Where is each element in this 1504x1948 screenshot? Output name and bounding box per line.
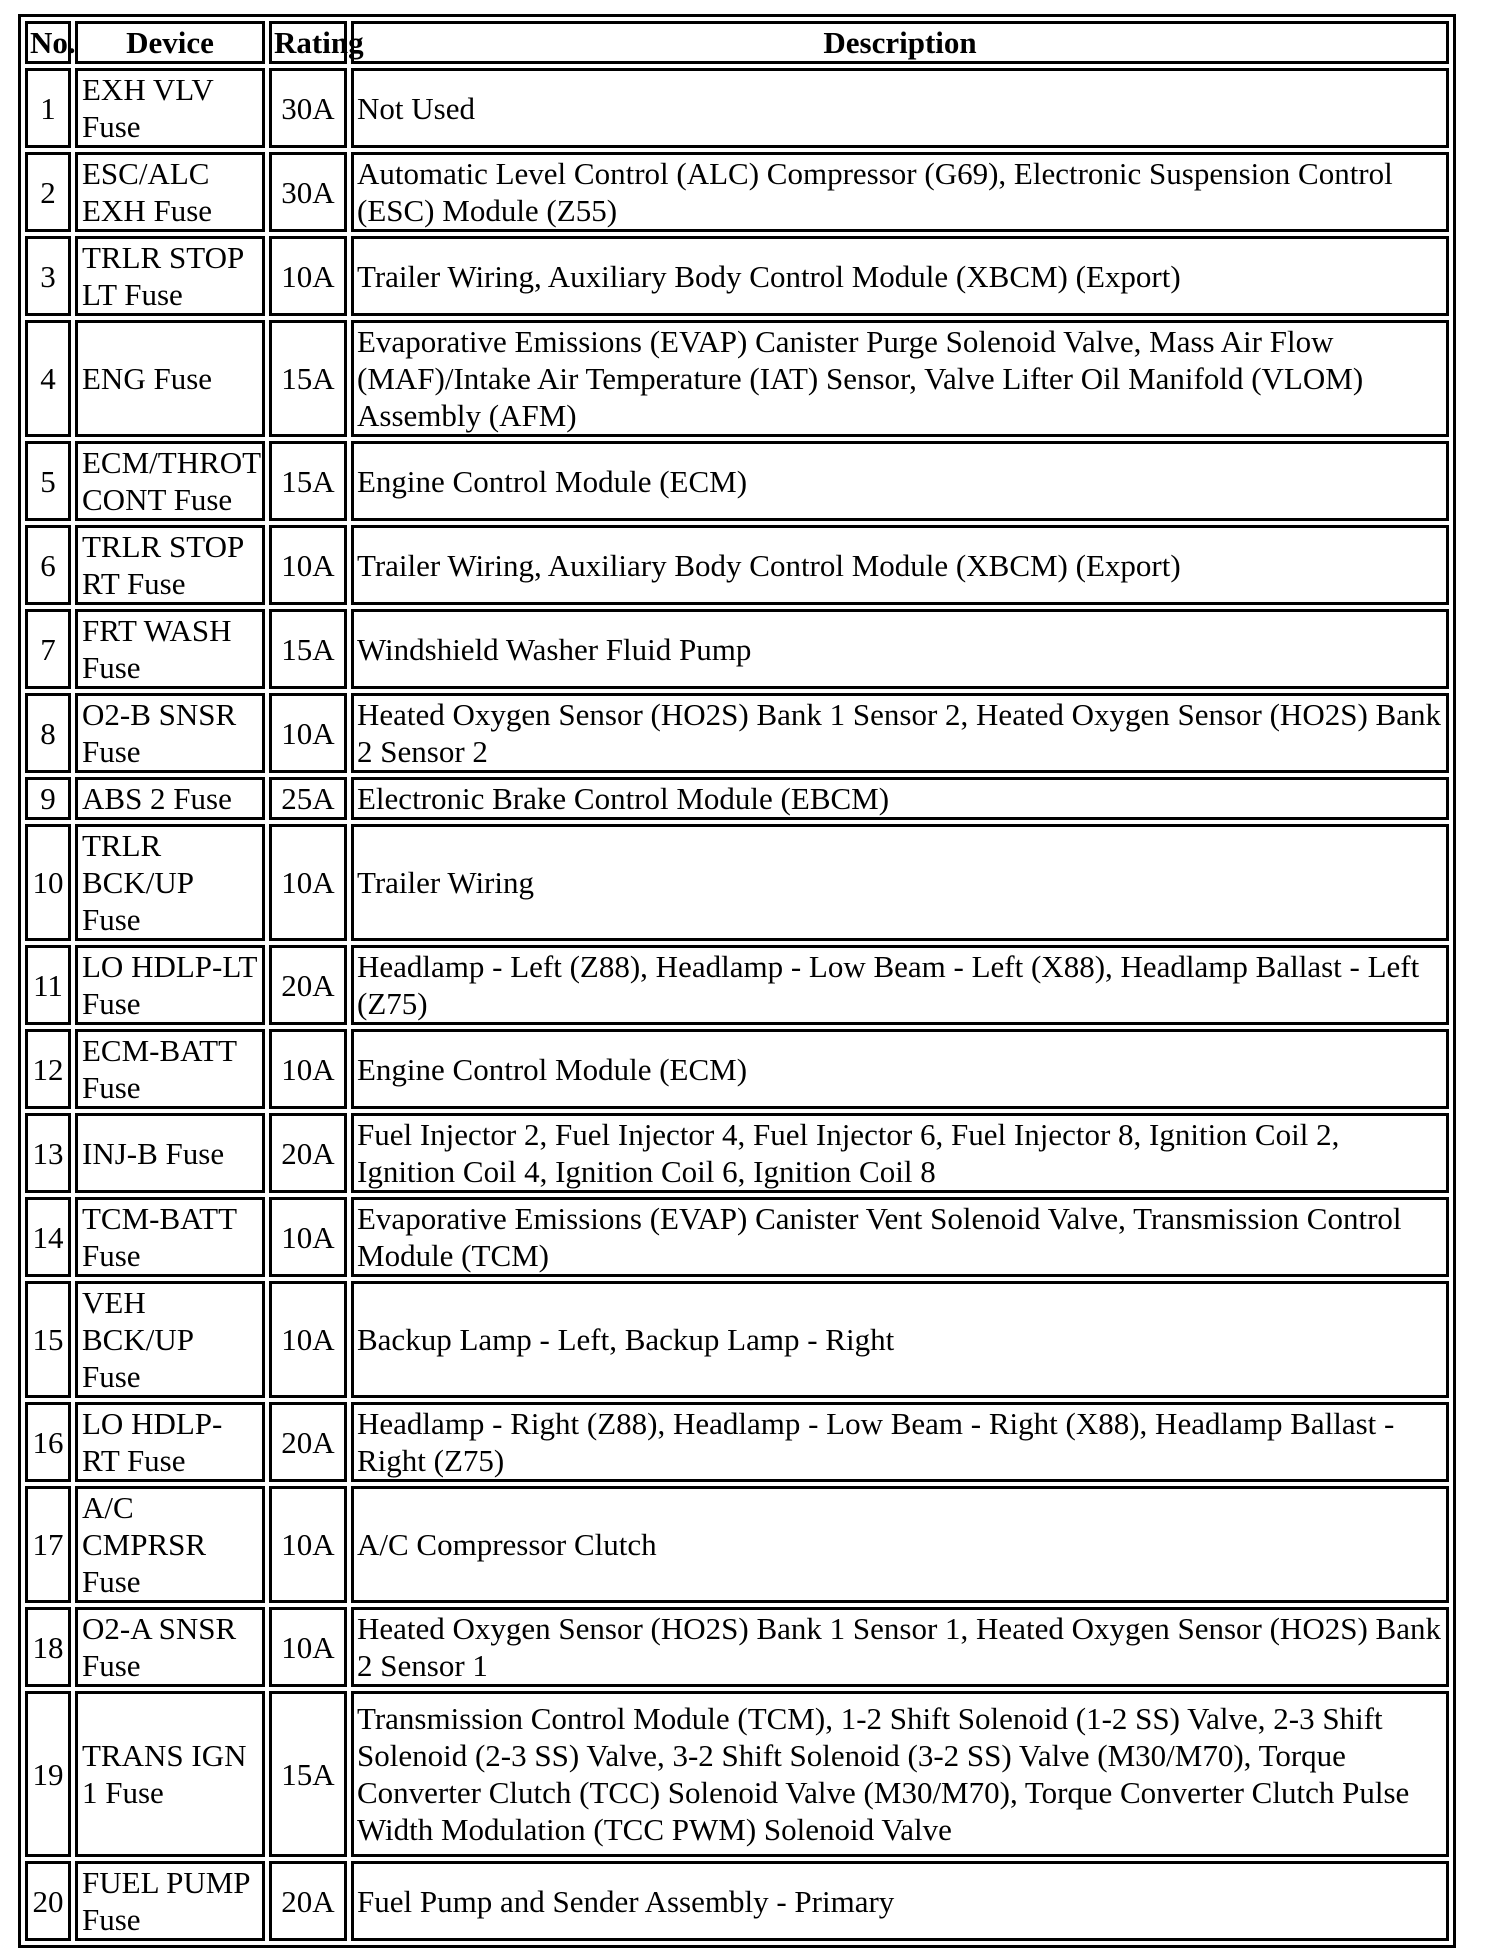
table-row: [25, 693, 1449, 773]
fuse-rating: 10A: [269, 1607, 347, 1687]
fuse-number: 16: [25, 1402, 71, 1482]
device-name: ABS 2 Fuse: [75, 777, 265, 820]
table-row: [25, 777, 1449, 820]
table-row: [25, 320, 1449, 437]
fuse-description: Trailer Wiring, Auxiliary Body Control Module (XBCM) (Export): [351, 525, 1449, 605]
header-rating: Rating: [269, 21, 347, 64]
device-name: O2-B SNSR Fuse: [75, 693, 265, 773]
table-row: [25, 945, 1449, 1025]
device-name: ECM-BATT Fuse: [75, 1029, 265, 1109]
fuse-description: Headlamp - Right (Z88), Headlamp - Low Beam - Right (X88), Headlamp Ballast - Right (Z75): [351, 1402, 1449, 1482]
table-body: [25, 68, 1449, 1941]
device-name: FUEL PUMP Fuse: [75, 1861, 265, 1941]
table-row: [25, 1402, 1449, 1482]
table-row: [25, 1029, 1449, 1109]
table-row: [25, 1691, 1449, 1857]
fuse-rating: 20A: [269, 1113, 347, 1193]
fuse-number: 11: [25, 945, 71, 1025]
fuse-number: 19: [25, 1691, 71, 1857]
fuse-number: 1: [25, 68, 71, 148]
fuse-description: Not Used: [351, 68, 1449, 148]
fuse-description: Heated Oxygen Sensor (HO2S) Bank 1 Sensor 2, Heated Oxygen Sensor (HO2S) Bank 2 Sensor 2: [351, 693, 1449, 773]
device-name: EXH VLV Fuse: [75, 68, 265, 148]
fuse-rating: 10A: [269, 525, 347, 605]
device-name: VEH BCK/UP Fuse: [75, 1281, 265, 1398]
header-no: No.: [25, 21, 71, 64]
fuse-rating: 10A: [269, 236, 347, 316]
table-row: [25, 152, 1449, 232]
device-name: TRANS IGN 1 Fuse: [75, 1691, 265, 1857]
fuse-description: Fuel Injector 2, Fuel Injector 4, Fuel Injector 6, Fuel Injector 8, Ignition Coil 2, Ignition Coil 4, Ignition Coil 6, Ignition Coil 8: [351, 1113, 1449, 1193]
table-row: [25, 1486, 1449, 1603]
fuse-rating: 15A: [269, 441, 347, 521]
fuse-rating: 10A: [269, 1197, 347, 1277]
table-row: [25, 236, 1449, 316]
fuse-rating: 10A: [269, 1281, 347, 1398]
fuse-rating: 10A: [269, 1486, 347, 1603]
fuse-number: 14: [25, 1197, 71, 1277]
fuse-description: Backup Lamp - Left, Backup Lamp - Right: [351, 1281, 1449, 1398]
fuse-number: 10: [25, 824, 71, 941]
fuse-description: Electronic Brake Control Module (EBCM): [351, 777, 1449, 820]
fuse-description: Fuel Pump and Sender Assembly - Primary: [351, 1861, 1449, 1941]
header-device: Device: [75, 21, 265, 64]
fuse-rating: 20A: [269, 1861, 347, 1941]
device-name: ENG Fuse: [75, 320, 265, 437]
fuse-description: A/C Compressor Clutch: [351, 1486, 1449, 1603]
table-row: [25, 1113, 1449, 1193]
fuse-number: 18: [25, 1607, 71, 1687]
device-name: LO HDLP-RT Fuse: [75, 1402, 265, 1482]
fuse-rating: 15A: [269, 1691, 347, 1857]
fuse-description: Trailer Wiring: [351, 824, 1449, 941]
fuse-number: 7: [25, 609, 71, 689]
fuse-rating: 25A: [269, 777, 347, 820]
fuse-rating: 20A: [269, 945, 347, 1025]
device-name: A/C CMPRSR Fuse: [75, 1486, 265, 1603]
table-row: [25, 525, 1449, 605]
fuse-rating: 15A: [269, 320, 347, 437]
fuse-description: Windshield Washer Fluid Pump: [351, 609, 1449, 689]
device-name: LO HDLP-LT Fuse: [75, 945, 265, 1025]
table-row: [25, 441, 1449, 521]
fuse-number: 6: [25, 525, 71, 605]
fuse-description: Engine Control Module (ECM): [351, 1029, 1449, 1109]
fuse-description: Engine Control Module (ECM): [351, 441, 1449, 521]
device-name: FRT WASH Fuse: [75, 609, 265, 689]
fuse-number: 8: [25, 693, 71, 773]
fuse-number: 9: [25, 777, 71, 820]
fuse-rating: 10A: [269, 824, 347, 941]
device-name: TRLR STOP LT Fuse: [75, 236, 265, 316]
fuse-number: 4: [25, 320, 71, 437]
table-row: [25, 609, 1449, 689]
fuse-number: 13: [25, 1113, 71, 1193]
fuse-rating: 30A: [269, 68, 347, 148]
fuse-description: Automatic Level Control (ALC) Compressor (G69), Electronic Suspension Control (ESC) Module (Z55): [351, 152, 1449, 232]
device-name: INJ-B Fuse: [75, 1113, 265, 1193]
fuse-rating: 10A: [269, 693, 347, 773]
header-row: [25, 21, 1449, 64]
fuse-description: Transmission Control Module (TCM), 1-2 Shift Solenoid (1-2 SS) Valve, 2-3 Shift Solenoid (2-3 SS) Valve, 3-2 Shift Solenoid (3-2 SS) Valve (M30/M70), Torque Converter Clutch (TCC) Solenoid Valve (M30/M70), Torque Converter Clutch Pulse Width Modulation (TCC PWM) Solenoid Valve: [351, 1691, 1449, 1857]
table-row: [25, 68, 1449, 148]
fuse-number: 3: [25, 236, 71, 316]
fuse-rating: 20A: [269, 1402, 347, 1482]
fuse-number: 20: [25, 1861, 71, 1941]
fuse-number: 12: [25, 1029, 71, 1109]
fuse-description: Evaporative Emissions (EVAP) Canister Vent Solenoid Valve, Transmission Control Module (TCM): [351, 1197, 1449, 1277]
fuse-description: Trailer Wiring, Auxiliary Body Control Module (XBCM) (Export): [351, 236, 1449, 316]
device-name: ECM/THROT CONT Fuse: [75, 441, 265, 521]
table-row: [25, 1861, 1449, 1941]
fuse-description: Evaporative Emissions (EVAP) Canister Purge Solenoid Valve, Mass Air Flow (MAF)/Intake Air Temperature (IAT) Sensor, Valve Lifter Oil Manifold (VLOM) Assembly (AFM): [351, 320, 1449, 437]
header-description: Description: [351, 21, 1449, 64]
table-row: [25, 1281, 1449, 1398]
fuse-description: Headlamp - Left (Z88), Headlamp - Low Beam - Left (X88), Headlamp Ballast - Left (Z75): [351, 945, 1449, 1025]
device-name: TRLR BCK/UP Fuse: [75, 824, 265, 941]
fuse-number: 15: [25, 1281, 71, 1398]
fuse-number: 17: [25, 1486, 71, 1603]
fuse-rating: 30A: [269, 152, 347, 232]
table-row: [25, 824, 1449, 941]
device-name: ESC/ALC EXH Fuse: [75, 152, 265, 232]
device-name: O2-A SNSR Fuse: [75, 1607, 265, 1687]
fuse-rating: 15A: [269, 609, 347, 689]
fuse-table: [18, 14, 1456, 1948]
table-row: [25, 1607, 1449, 1687]
device-name: TRLR STOP RT Fuse: [75, 525, 265, 605]
fuse-rating: 10A: [269, 1029, 347, 1109]
table-row: [25, 1197, 1449, 1277]
fuse-number: 5: [25, 441, 71, 521]
device-name: TCM-BATT Fuse: [75, 1197, 265, 1277]
fuse-description: Heated Oxygen Sensor (HO2S) Bank 1 Sensor 1, Heated Oxygen Sensor (HO2S) Bank 2 Sensor 1: [351, 1607, 1449, 1687]
fuse-number: 2: [25, 152, 71, 232]
